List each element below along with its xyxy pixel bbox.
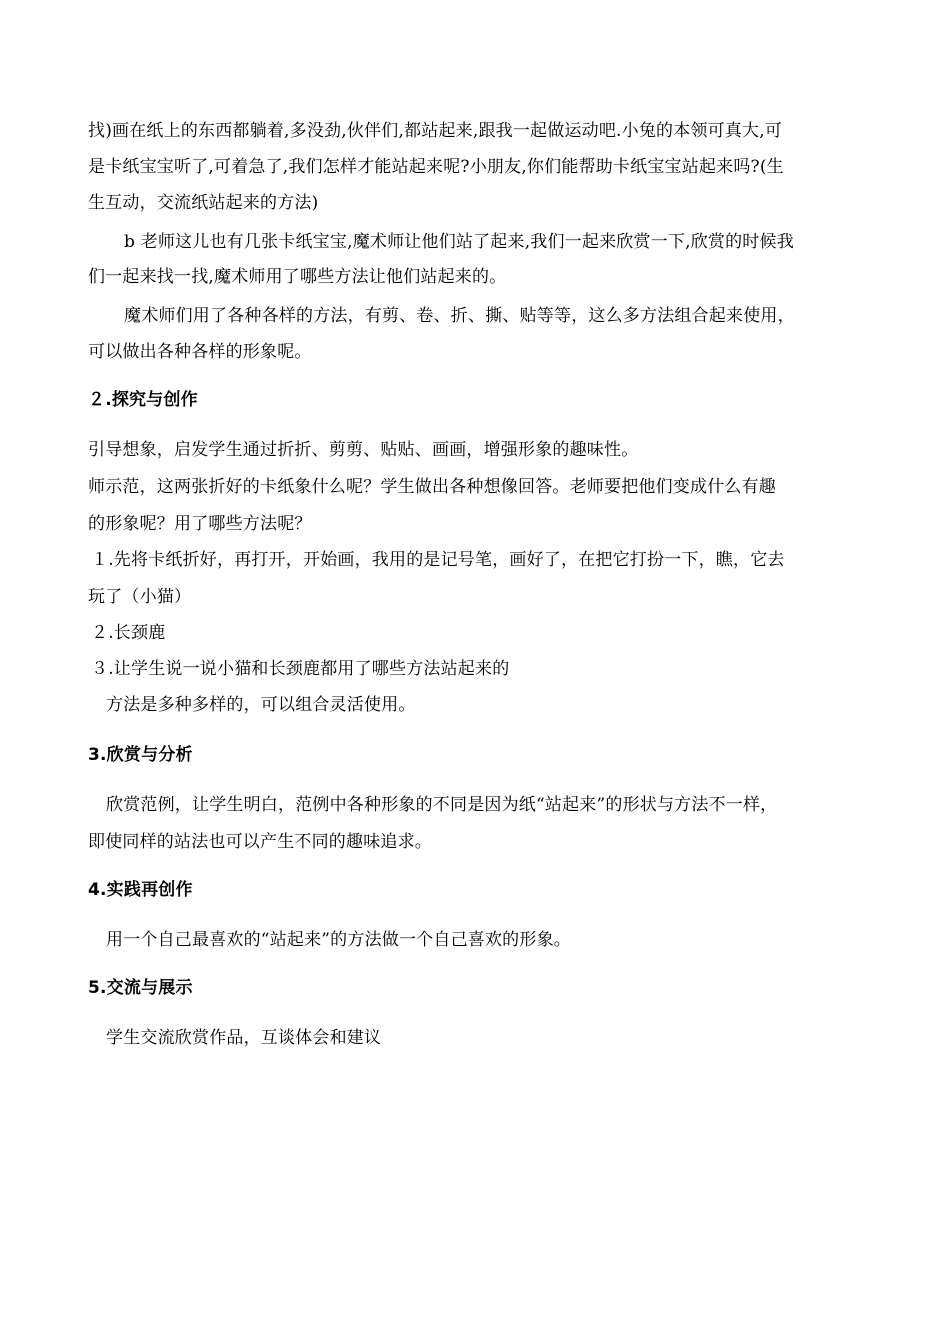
intro-line-2: 是卡纸宝宝听了,可着急了,我们怎样才能站起来呢?小朋友,你们能帮助卡纸宝宝站起来吗?(生 — [88, 157, 784, 177]
section-2-summary: 方法是多种多样的，可以组合灵活使用。 — [106, 695, 416, 715]
section-3-heading: 3.欣赏与分析 — [88, 745, 193, 765]
intro-line-7: 可以做出各种各样的形象呢。 — [88, 342, 312, 362]
intro-line-4: b 老师这儿也有几张卡纸宝宝,魔术师让他们站了起来,我们一起来欣赏一下,欣赏的时候我 — [124, 232, 794, 252]
section-5-heading: 5.交流与展示 — [88, 978, 193, 998]
section-2-line-1: 引导想象，启发学生通过折折、剪剪、贴贴、画画，增强形象的趣味性。 — [88, 440, 639, 460]
section-2-item-1b: 玩了（小猫） — [88, 587, 192, 607]
section-5-line-1: 学生交流欣赏作品，互谈体会和建议 — [106, 1028, 382, 1048]
section-2-item-3: ３.让学生说一说小猫和长颈鹿都用了哪些方法站起来的 — [91, 659, 510, 679]
section-2-line-2: 师示范，这两张折好的卡纸象什么呢？学生做出各种想像回答。老师要把他们变成什么有趣 — [88, 477, 776, 497]
intro-line-3: 生互动，交流纸站起来的方法) — [88, 193, 319, 213]
section-3-line-1: 欣赏范例，让学生明白，范例中各种形象的不同是因为纸“站起来”的形状与方法不一样， — [106, 795, 778, 815]
section-4-heading: 4.实践再创作 — [88, 880, 193, 900]
section-4-line-1: 用一个自己最喜欢的“站起来”的方法做一个自己喜欢的形象。 — [106, 930, 571, 950]
section-2-item-2: ２.长颈鹿 — [91, 623, 166, 643]
intro-line-5: 们一起来找一找,魔术师用了哪些方法让他们站起来的。 — [88, 267, 507, 287]
intro-line-1: 找)画在纸上的东西都躺着,多没劲,伙伴们,都站起来,跟我一起做运动吧.小兔的本领可真大,可 — [88, 121, 783, 141]
section-2-item-1a: １.先将卡纸折好，再打开，开始画，我用的是记号笔，画好了，在把它打扮一下，瞧，它去 — [91, 550, 785, 570]
section-3-line-2: 即使同样的站法也可以产生不同的趣味追求。 — [88, 832, 432, 852]
intro-line-6: 魔术师们用了各种各样的方法，有剪、卷、折、撕、贴等等，这么多方法组合起来使用， — [124, 306, 795, 326]
section-2-line-3: 的形象呢？用了哪些方法呢？ — [88, 514, 312, 534]
section-2-heading: ２.探究与创作 — [88, 390, 198, 410]
